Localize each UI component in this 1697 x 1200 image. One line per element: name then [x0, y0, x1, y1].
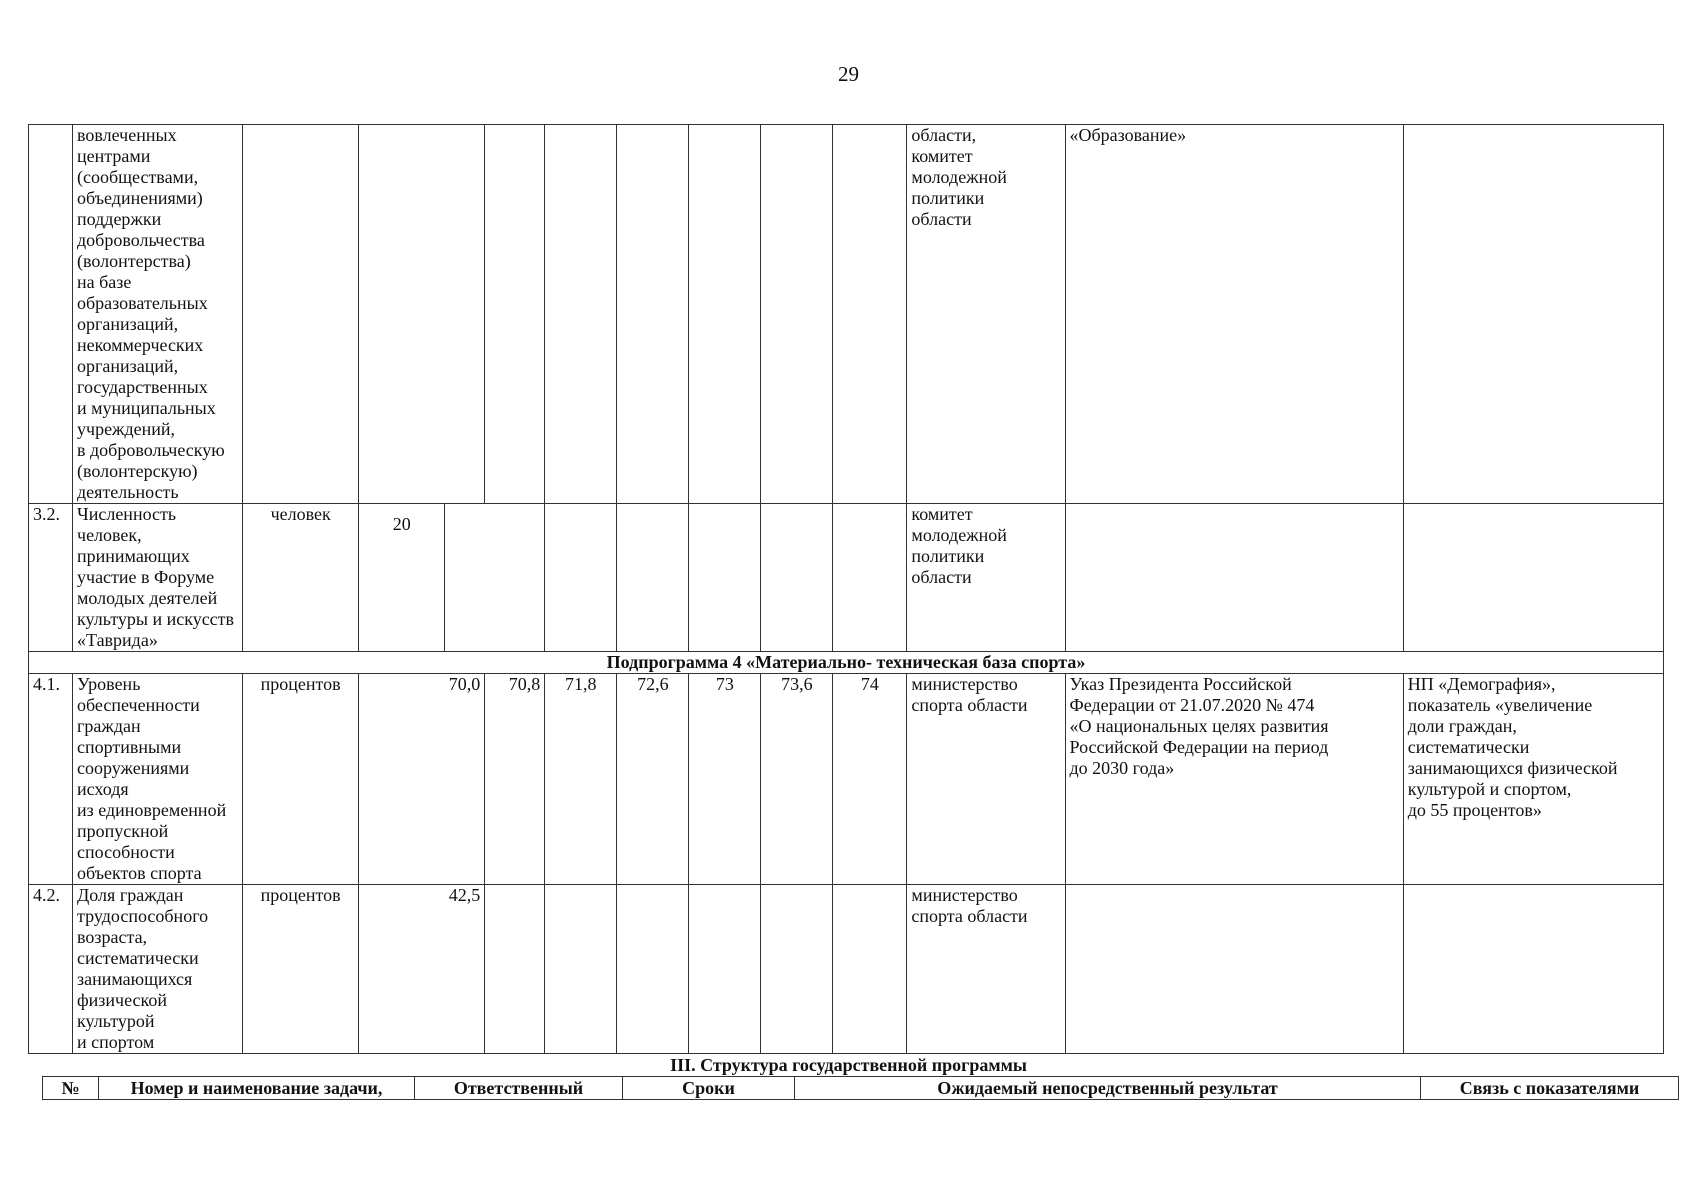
value — [617, 504, 689, 652]
value: 71,8 — [545, 674, 617, 885]
value: 72,6 — [617, 674, 689, 885]
unit: человек — [243, 504, 359, 652]
base-value: 42,5 — [359, 885, 485, 1054]
basis — [1065, 885, 1403, 1054]
table-row — [29, 125, 1664, 504]
header-link: Связь с показателями — [1421, 1077, 1679, 1100]
value: 74 — [833, 674, 907, 885]
header-task: Номер и наименование задачи, — [99, 1077, 415, 1100]
value — [485, 885, 545, 1054]
subprogram-row — [29, 652, 1664, 674]
unit — [243, 125, 359, 504]
row-number: 3.2. — [29, 504, 73, 652]
responsible: области, комитет молодежной политики области — [907, 125, 1065, 504]
basis: «Образование» — [1065, 125, 1403, 504]
value — [833, 504, 907, 652]
section-title: III. Структура государственной программы — [670, 1055, 1027, 1075]
value — [689, 125, 761, 504]
value — [761, 125, 833, 504]
responsible: комитет молодежной политики области — [907, 504, 1065, 652]
indicator-name: Доля граждан трудоспособного возраста, систематически занимающихся физической культурой и спортом — [73, 885, 243, 1054]
base-value: 70,0 — [359, 674, 485, 885]
value — [545, 125, 617, 504]
unit: процентов — [243, 885, 359, 1054]
value — [833, 885, 907, 1054]
responsible: министерство спорта области — [907, 885, 1065, 1054]
indicator-name: вовлеченных центрами (сообществами, объединениями) поддержки добровольчества (волонтерства) на базе образовательных организаций, некоммерческих организаций, государственных и муниципальных учреждений, в добровольческую (волонтерскую) деятельность — [73, 125, 243, 504]
header-result: Ожидаемый непосредственный результат — [795, 1077, 1421, 1100]
value — [617, 125, 689, 504]
header-terms: Сроки — [623, 1077, 795, 1100]
unit: процентов — [243, 674, 359, 885]
structure-header-row — [43, 1077, 1679, 1100]
base-value: 20 — [359, 504, 445, 652]
indicator-name: Численность человек, принимающих участие в Форуме молодых деятелей культуры и искусств «Таврида» — [73, 504, 243, 652]
subprogram-title: Подпрограмма 4 «Материально- техническая база спорта» — [29, 652, 1664, 674]
value — [545, 504, 617, 652]
value — [689, 885, 761, 1054]
basis — [1065, 504, 1403, 652]
value — [485, 125, 545, 504]
header-num: № — [43, 1077, 99, 1100]
basis: Указ Президента Российской Федерации от 21.07.2020 № 474 «О национальных целях развития Российской Федерации на период до 2030 года» — [1065, 674, 1403, 885]
header-responsible: Ответственный — [415, 1077, 623, 1100]
page-number: 29 — [838, 62, 859, 86]
value — [545, 885, 617, 1054]
value: 73,6 — [761, 674, 833, 885]
base-value — [359, 125, 485, 504]
indicators-table — [28, 124, 1664, 1054]
link — [1403, 125, 1663, 504]
value — [689, 504, 761, 652]
link — [1403, 885, 1663, 1054]
structure-table — [42, 1076, 1679, 1100]
value — [833, 125, 907, 504]
value: 73 — [689, 674, 761, 885]
value: 70,8 — [485, 674, 545, 885]
value — [761, 504, 833, 652]
table-row — [29, 674, 1664, 885]
value — [617, 885, 689, 1054]
link — [1403, 504, 1663, 652]
responsible: министерство спорта области — [907, 674, 1065, 885]
row-number: 4.2. — [29, 885, 73, 1054]
table-row — [29, 885, 1664, 1054]
table-row — [29, 504, 1664, 652]
indicator-name: Уровень обеспеченности граждан спортивными сооружениями исходя из единовременной пропускной способности объектов спорта — [73, 674, 243, 885]
link: НП «Демография», показатель «увеличение доли граждан, систематически занимающихся физической культурой и спортом, до 55 процентов» — [1403, 674, 1663, 885]
value — [761, 885, 833, 1054]
row-number: 4.1. — [29, 674, 73, 885]
row-number — [29, 125, 73, 504]
value — [445, 504, 545, 652]
